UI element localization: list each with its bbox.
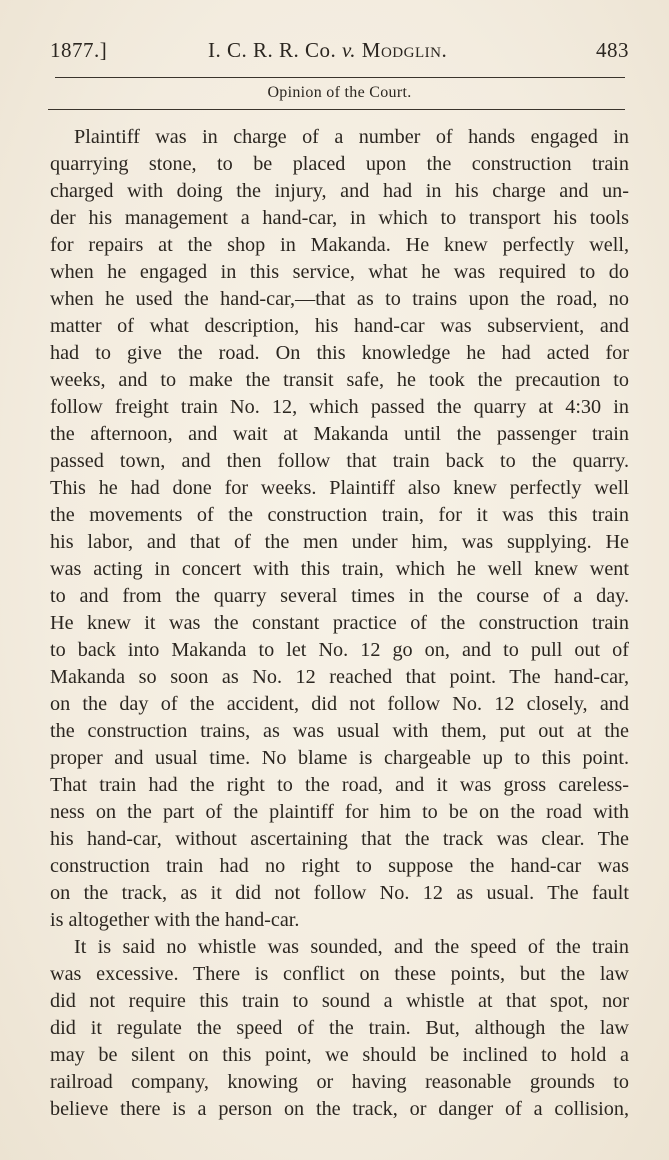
body-line: He knew it was the constant practice of the construction train — [50, 612, 629, 634]
body-line: had to give the road. On this knowledge he had acted for — [50, 342, 629, 364]
header-rule-top — [55, 77, 625, 78]
body-line: the construction trains, as was usual with them, put out at the — [50, 720, 629, 742]
body-line: charged with doing the injury, and had in his charge and un- — [50, 180, 629, 202]
body-line: did not require this train to sound a whistle at that spot, nor — [50, 990, 629, 1012]
running-header — [50, 38, 629, 68]
header-respondent: Modglin. — [361, 38, 448, 62]
header-case-title — [208, 38, 447, 63]
body-line: railroad company, knowing or having reasonable grounds to — [50, 1071, 629, 1093]
body-line: his hand-car, without ascertaining that the track was clear. The — [50, 828, 629, 850]
body-line: on the track, as it did not follow No. 12 as usual. The fault — [50, 882, 629, 904]
body-line: It is said no whistle was sounded, and the speed of the train — [74, 936, 629, 958]
body-line: quarrying stone, to be placed upon the construction train — [50, 153, 629, 175]
body-line: when he engaged in this service, what he was required to do — [50, 261, 629, 283]
body-line: proper and usual time. No blame is chargeable up to this point. — [50, 747, 629, 769]
body-line: matter of what description, his hand-car was subservient, and — [50, 315, 629, 337]
body-line: to and from the quarry several times in the course of a day. — [50, 585, 629, 607]
subheader-text: Opinion of the Court. — [267, 84, 412, 101]
body-line: his labor, and that of the men under him, was supplying. He — [50, 531, 629, 553]
body-line: is altogether with the hand-car. — [50, 909, 300, 931]
body-line: may be silent on this point, we should be inclined to hold a — [50, 1044, 629, 1066]
body-line: Plaintiff was in charge of a number of hands engaged in — [74, 126, 629, 148]
body-line: Makanda so soon as No. 12 reached that point. The hand-car, — [50, 666, 629, 688]
header-year: 1877.] — [50, 38, 108, 62]
section-subheader — [0, 84, 669, 102]
body-line: This he had done for weeks. Plaintiff also knew perfectly well — [50, 477, 629, 499]
header-case-prefix: I. C. R. R. Co. — [208, 38, 337, 62]
body-line: to back into Makanda to let No. 12 go on, and to pull out of — [50, 639, 629, 661]
body-line: the movements of the construction train, for it was this train — [50, 504, 629, 526]
body-line: was excessive. There is conflict on these points, but the law — [50, 963, 629, 985]
body-line: passed town, and then follow that train back to the quarry. — [50, 450, 629, 472]
header-versus: v. — [342, 38, 357, 62]
body-line: ness on the part of the plaintiff for him to be on the road with — [50, 801, 629, 823]
opinion-body — [50, 124, 629, 1123]
body-line: was acting in concert with this train, which he well knew went — [50, 558, 629, 580]
header-rule-bottom — [48, 109, 625, 110]
body-line: the afternoon, and wait at Makanda until the passenger train — [50, 423, 629, 445]
body-line: believe there is a person on the track, or danger of a collision, — [50, 1098, 629, 1120]
body-line: der his management a hand-car, in which to transport his tools — [50, 207, 629, 229]
body-line: did it regulate the speed of the train. But, although the law — [50, 1017, 629, 1039]
body-line: weeks, and to make the transit safe, he took the precaution to — [50, 369, 629, 391]
body-line: That train had the right to the road, and it was gross careless- — [50, 774, 629, 796]
page-number: 483 — [596, 38, 629, 62]
body-line: construction train had no right to suppose the hand-car was — [50, 855, 629, 877]
body-line: for repairs at the shop in Makanda. He knew perfectly well, — [50, 234, 629, 256]
body-line: when he used the hand-car,—that as to trains upon the road, no — [50, 288, 629, 310]
body-line: on the day of the accident, did not follow No. 12 closely, and — [50, 693, 629, 715]
body-line: follow freight train No. 12, which passed the quarry at 4:30 in — [50, 396, 629, 418]
